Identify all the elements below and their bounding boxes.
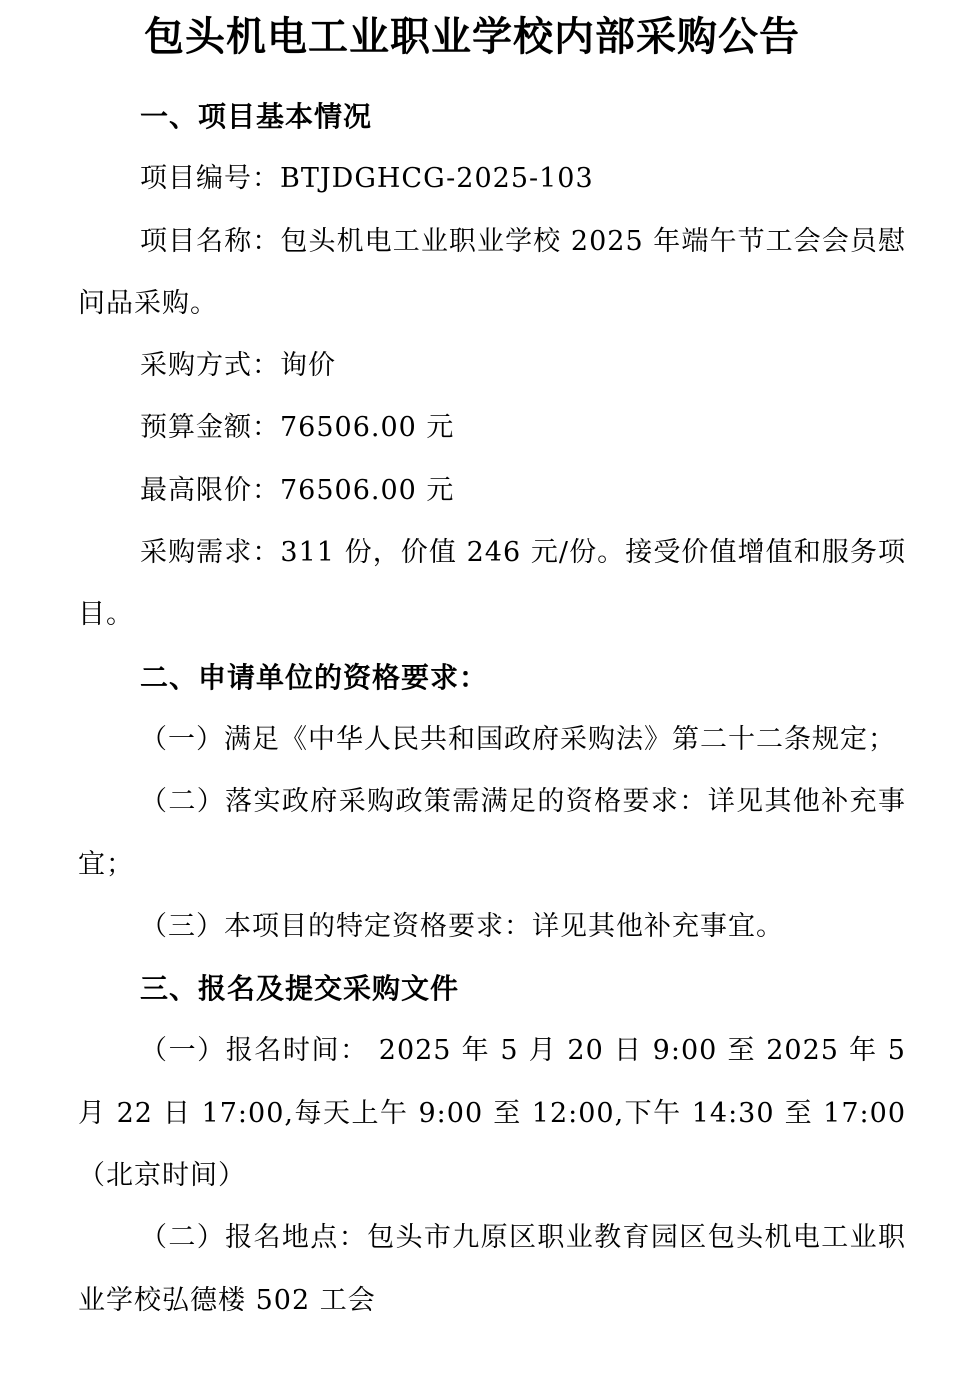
section-heading-registration: 三、报名及提交采购文件	[140, 972, 460, 1006]
project-number: 项目编号：BTJDGHCG-2025-103	[140, 163, 594, 195]
qualification-item-3: （三）本项目的特定资格要求：详见其他补充事宜。	[140, 910, 784, 942]
qualification-item-1: （一）满足《中华人民共和国政府采购法》第二十二条规定；	[140, 723, 896, 755]
section-heading-basic-info: 一、项目基本情况	[140, 100, 373, 133]
procurement-method: 采购方式：询价	[140, 350, 336, 382]
document-body	[78, 86, 906, 1332]
qualification-item-2: （二）落实政府采购政策需满足的资格要求：详见其他补充事宜；	[78, 786, 906, 880]
project-name: 项目名称：包头机电工业职业学校 2025 年端午节工会会员慰问品采购。	[78, 225, 906, 319]
registration-time: （一）报名时间： 2025 年 5 月 20 日 9:00 至 2025 年 5 月 22 日 17:00,每天上午 9:00 至 12:00,下午 14:30 至 17:00（北京时间）	[78, 1035, 906, 1192]
budget-amount: 预算金额：76506.00 元	[140, 412, 455, 444]
registration-location: （二）报名地点：包头市九原区职业教育园区包头机电工业职业学校弘德楼 502 工会	[78, 1222, 906, 1316]
max-price: 最高限价：76506.00 元	[140, 474, 455, 506]
procurement-requirement: 采购需求：311 份，价值 246 元/份。接受价值增值和服务项目。	[78, 537, 906, 631]
document-title: 包头机电工业职业学校内部采购公告	[144, 14, 800, 60]
section-heading-qualifications: 二、申请单位的资格要求：	[140, 660, 489, 694]
